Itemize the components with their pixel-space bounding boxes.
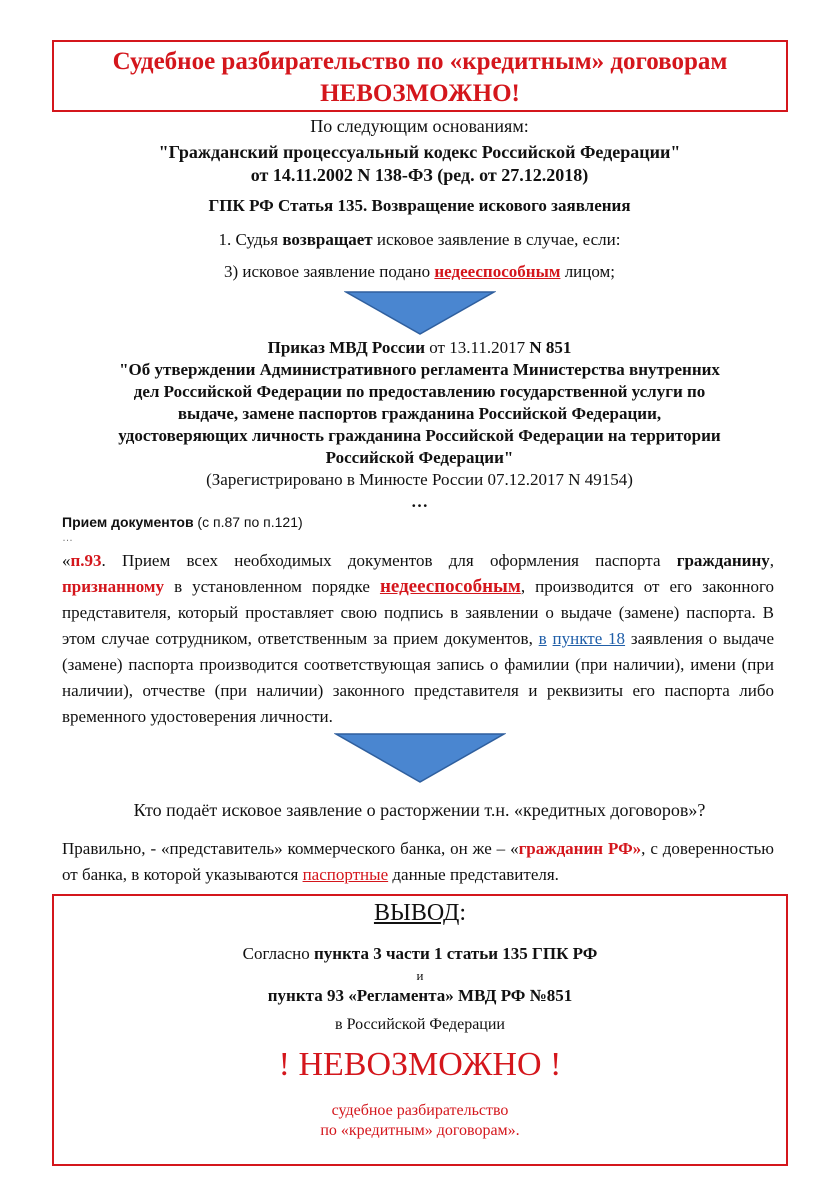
point-1-pre: 1. Судья xyxy=(218,230,283,249)
reception-heading-range: (с п.87 по п.121) xyxy=(193,514,303,530)
order-title-2: дел Российской Федерации по предоставлению государственной услуги по xyxy=(133,382,706,401)
answer-passport: паспортные xyxy=(302,865,389,884)
order-title-1: "Об утверждении Административного регламента Министерства внутренних xyxy=(119,360,720,379)
p93-text-4: заявления о выдаче (замене) паспорта производится соответствующая запись о фамилии (при наличии), имени (при наличии), отчестве (при наличии) законного представителя и реквизиты его паспорта либо временного удостоверения личности. xyxy=(62,629,775,726)
order-line xyxy=(0,338,839,358)
paragraph-93 xyxy=(62,548,774,730)
conclusion-line-1-pre: Согласно xyxy=(242,944,315,963)
order-title-3: выдаче, замене паспортов гражданина Российской Федерации, xyxy=(177,404,662,423)
p93-recognized: признанному xyxy=(62,577,165,596)
question-text: Кто подаёт исковое заявление о расторжении т.н. «кредитных договоров»? xyxy=(133,800,706,820)
point-1 xyxy=(0,230,839,250)
code-date: от 14.11.2002 N 138-ФЗ (ред. от 27.12.2018) xyxy=(250,165,589,185)
p93-v[interactable]: в xyxy=(538,629,547,648)
point-1-post: исковое заявление в случае, если: xyxy=(372,230,621,249)
p93-incapable: недееспособным xyxy=(379,576,521,597)
conclusion-colon: : xyxy=(459,900,467,926)
answer-text-2: , с доверенностью от банка, в которой указываются xyxy=(62,839,774,884)
p93-comma: , xyxy=(769,551,774,570)
point-3-incapable: недееспособным xyxy=(434,262,561,281)
code-title: "Гражданский процессуальный кодекс Российской Федерации" xyxy=(158,142,681,162)
order-registered: (Зарегистрировано в Минюсте России 07.12.2017 N 49154) xyxy=(206,470,633,489)
reception-ellipsis: … xyxy=(62,532,73,544)
conclusion-title-text: ВЫВОД xyxy=(373,900,460,926)
header-impossible: НЕВОЗМОЖНО! xyxy=(320,80,520,107)
answer-citizen-rf: гражданин РФ» xyxy=(518,839,642,858)
order-number: N 851 xyxy=(529,338,572,357)
p93-text-1: . Прием всех необходимых документов для оформления паспорта xyxy=(101,551,677,570)
conclusion-sub-2: по «кредитным» договорам». xyxy=(320,1122,520,1139)
conclusion-title xyxy=(54,900,786,927)
reception-heading-bold: Прием документов xyxy=(62,514,194,530)
point-3-pre: 3) исковое заявление подано xyxy=(223,262,435,281)
p93-text-2: в установленном порядке xyxy=(164,577,380,596)
conclusion-line-1 xyxy=(54,944,786,964)
answer-text-1: Правильно, - «представитель» коммерческого банка, он же – « xyxy=(62,839,519,858)
order-name: Приказ МВД России xyxy=(267,338,426,357)
order-dots: … xyxy=(411,492,428,511)
reception-heading xyxy=(62,514,303,530)
order-title-4: удостоверяющих личность гражданина Российской Федерации на территории xyxy=(118,426,721,445)
header-box xyxy=(52,40,788,112)
answer-paragraph xyxy=(62,836,774,888)
conclusion-impossible: ! НЕВОЗМОЖНО ! xyxy=(278,1046,562,1083)
point-3-post: лицом; xyxy=(560,262,616,281)
article-title: ГПК РФ Статья 135. Возвращение искового заявления xyxy=(208,196,631,215)
p93-link-point-18[interactable]: пункте 18 xyxy=(552,629,626,648)
conclusion-box xyxy=(52,894,788,1166)
conclusion-and: и xyxy=(416,968,424,983)
order-title-5: Российской Федерации" xyxy=(325,448,514,467)
point-3 xyxy=(0,262,839,282)
conclusion-line-1-bold: пункта 3 части 1 статьи 135 ГПК РФ xyxy=(314,944,598,963)
order-date: от 13.11.2017 xyxy=(425,338,530,357)
header-title: Судебное разбирательство по «кредитным» договорам xyxy=(112,48,728,75)
point-1-bold: возвращает xyxy=(282,230,373,249)
conclusion-line-3: в Российской Федерации xyxy=(335,1016,505,1033)
conclusion-line-2: пункта 93 «Регламента» МВД РФ №851 xyxy=(267,986,573,1005)
p93-number: п.93 xyxy=(70,551,102,570)
down-arrow-icon xyxy=(334,732,506,784)
grounds-text: По следующим основаниям: xyxy=(310,116,529,136)
answer-text-3: данные представителя. xyxy=(388,865,559,884)
down-arrow-icon xyxy=(344,290,496,336)
p93-citizen: гражданину xyxy=(676,551,770,570)
conclusion-sub-1: судебное разбирательство xyxy=(331,1102,509,1119)
p93-quote: « xyxy=(62,551,71,570)
p93-text-3: , производится от его законного представителя, который проставляет свою подпись в заявлении о выдаче (замене) паспорта. В этом случае сотрудником, ответственным за прием документов, xyxy=(62,577,774,648)
